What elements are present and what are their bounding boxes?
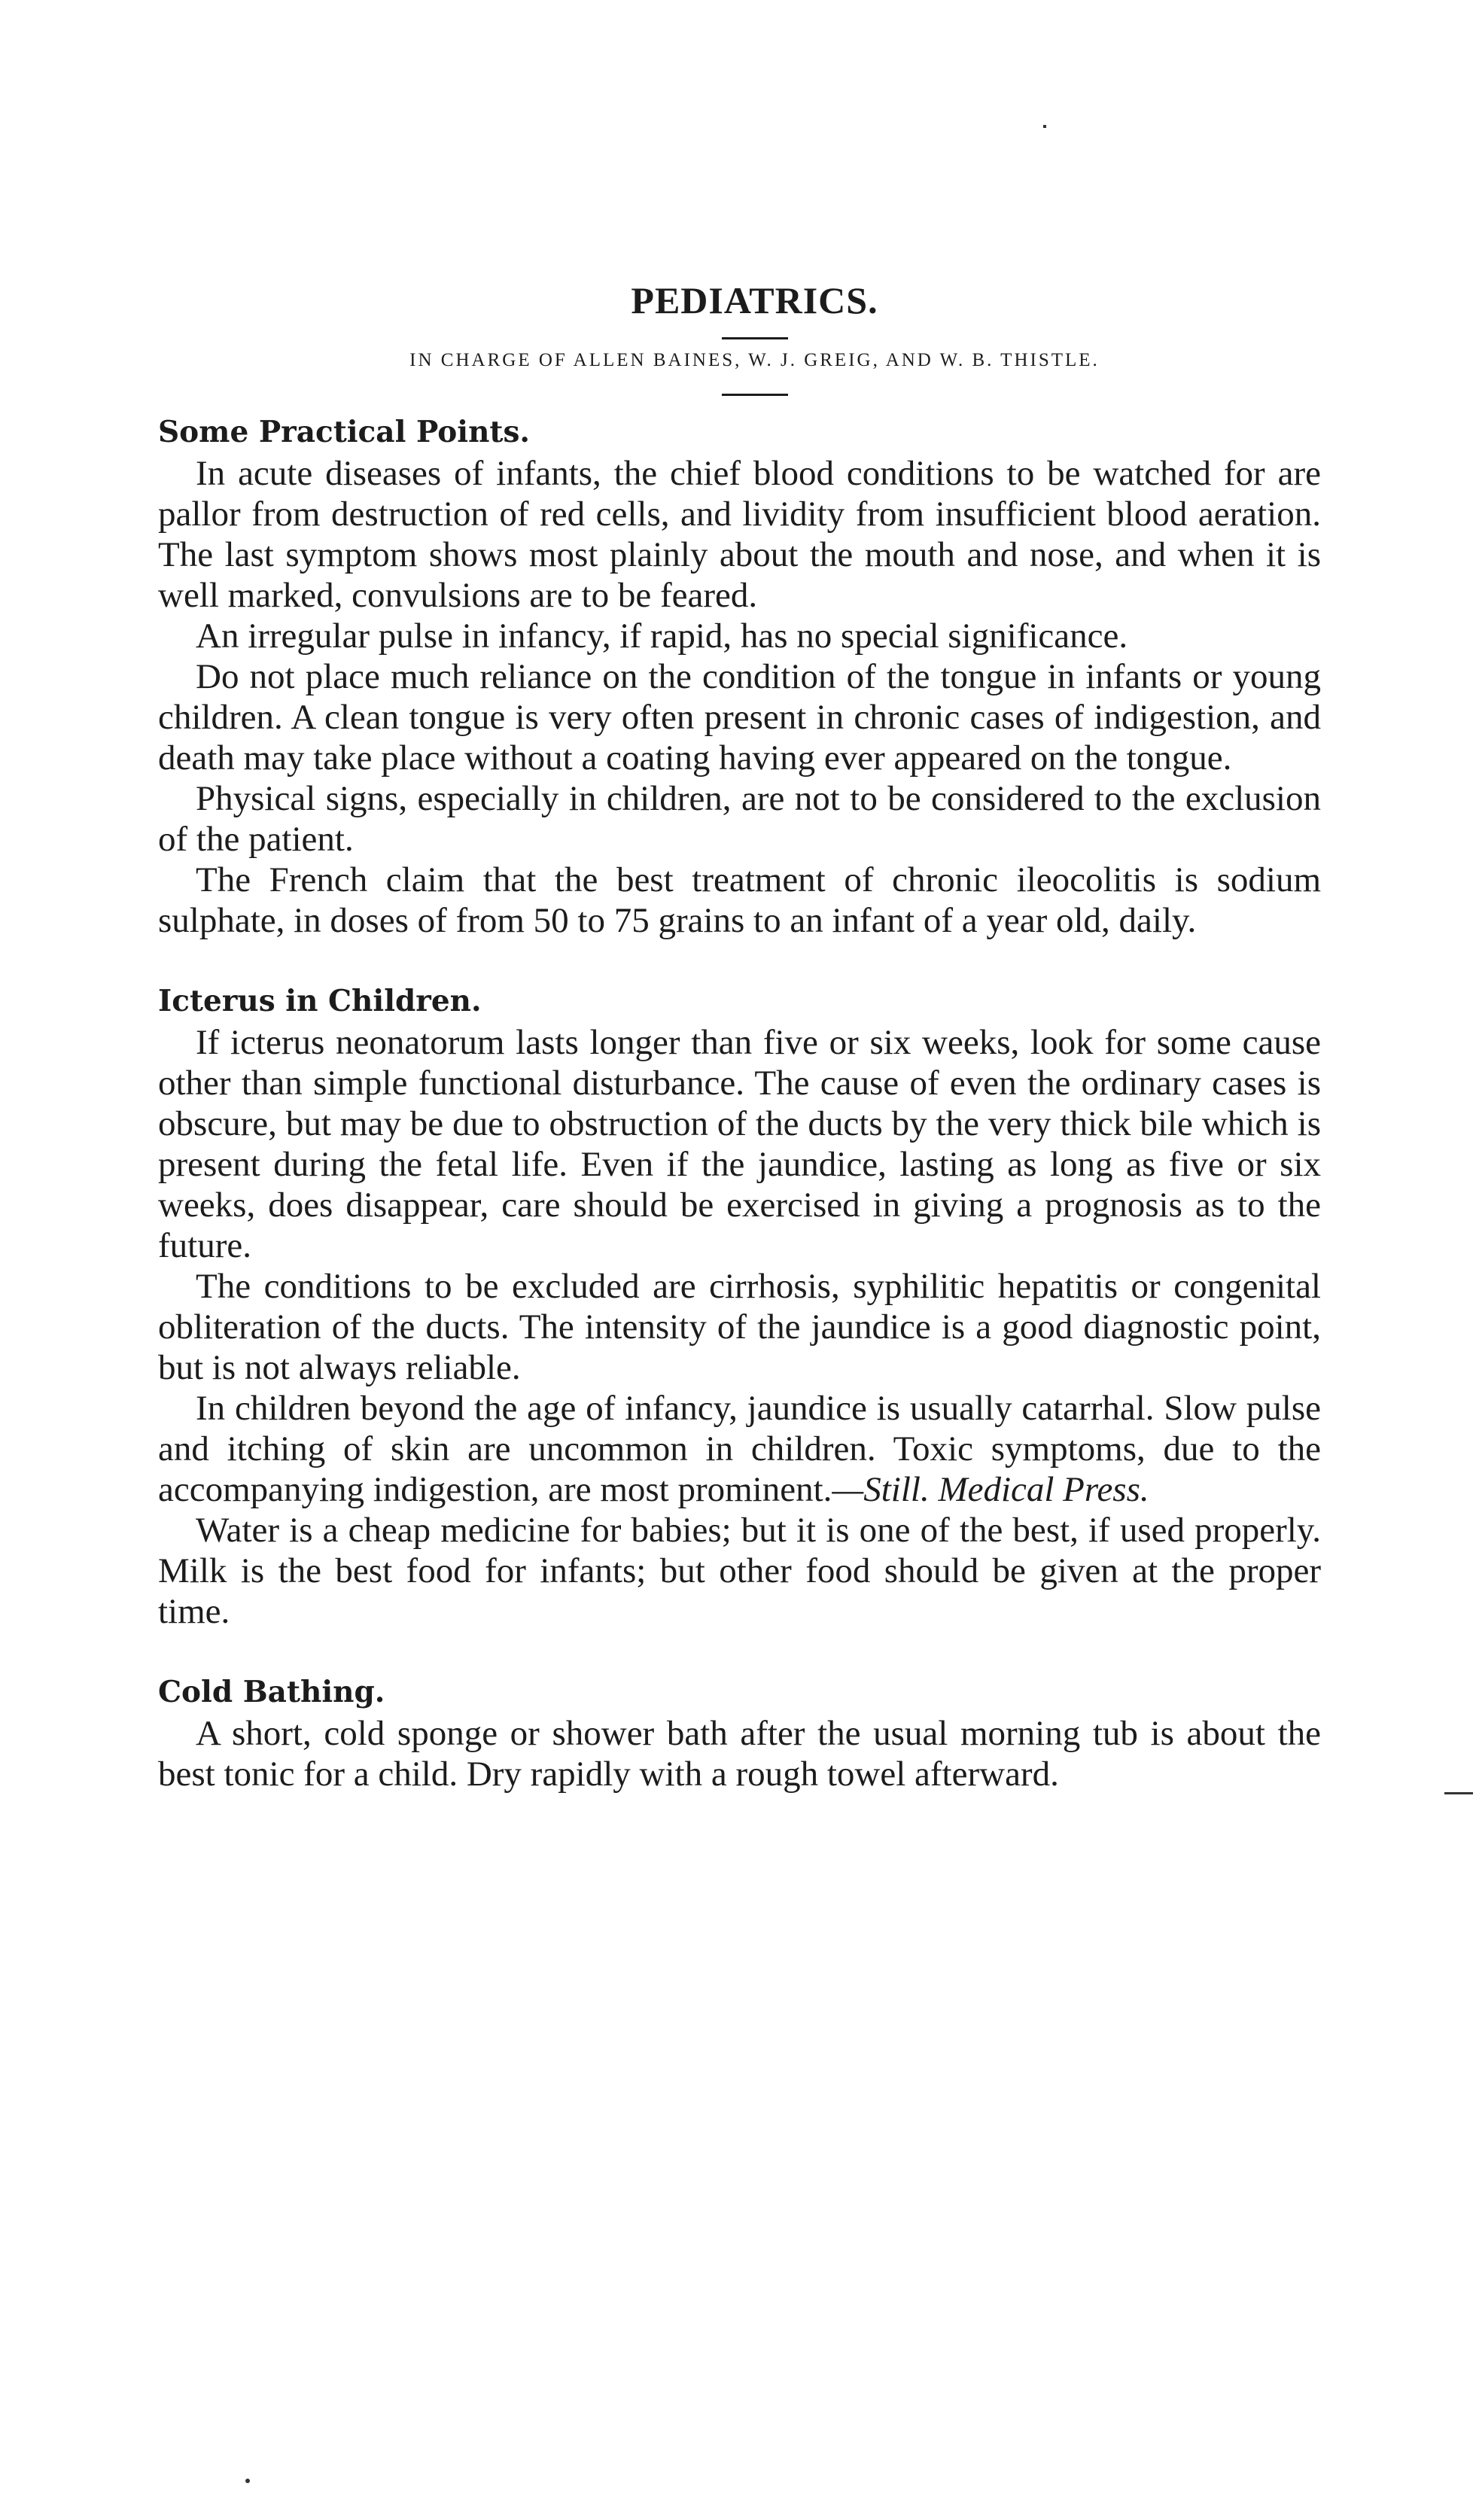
citation: —Still. Medical Press. (832, 1470, 1149, 1509)
paragraph: An irregular pulse in infancy, if rapid, has no special significance. (196, 616, 1128, 656)
paragraph: Water is a cheap medicine for babies; but it is one of the best, if used properly. Milk is the best food for infants; but other food should be given at the proper time. (158, 1511, 1321, 1631)
paragraph: Do not place much reliance on the condition of the tongue in infants or young children. A clean tongue is very often present in chronic cases of indigestion, and death may take place without a coating having ever appeared on the tongue. (158, 657, 1321, 778)
scan-speck (1043, 125, 1046, 128)
section-title-cold-bathing: Cold Bathing. (158, 1675, 385, 1709)
paragraph: The French claim that the best treatment of chronic ileocolitis is sodium sulphate, in doses of from 50 to 75 grains to an infant of a year old, daily. (158, 860, 1321, 940)
paragraph: In acute diseases of infants, the chief blood conditions to be watched for are pallor from destruction of red cells, and lividity from insufficient blood aeration. The last symptom shows most plainly about the mouth and nose, and when it is well marked, convulsions are to be feared. (158, 454, 1321, 615)
paragraph-with-citation (158, 1388, 1321, 1510)
scan-mark (1444, 1792, 1473, 1794)
editors-line: IN CHARGE OF ALLEN BAINES, W. J. GREIG, AND W. B. THISTLE. (409, 350, 1100, 370)
paragraph: The conditions to be excluded are cirrhosis, syphilitic hepatitis or congenital obliteration of the ducts. The intensity of the jaundice is a good diagnostic point, but is not always reliable. (158, 1267, 1321, 1387)
paragraph: If icterus neonatorum lasts longer than five or six weeks, look for some cause other than simple functional disturbance. The cause of even the ordinary cases is obscure, but may be due to obstruction of the ducts by the very thick bile which is present during the fetal life. Even if the jaundice, lasting as long as five or six weeks, does disappear, care should be exercised in giving a prognosis as to the future. (158, 1023, 1321, 1265)
section-title-icterus: Icterus in Children. (158, 984, 482, 1018)
section-title-practical-points: Some Practical Points. (158, 415, 530, 449)
paragraph: A short, cold sponge or shower bath after the usual morning tub is about the best tonic for a child. Dry rapidly with a rough towel afterward. (158, 1714, 1321, 1794)
editors-divider (722, 394, 788, 396)
title-divider (722, 337, 788, 339)
page-title: PEDIATRICS. (631, 279, 878, 321)
scan-speck (245, 2479, 250, 2483)
paragraph-text: In children beyond the age of infancy, jaundice is usually catarrhal. Slow pulse and itching of skin are uncommon in children. Toxic symptoms, due to the accompanying indigestion, are most prominent. (158, 1389, 1321, 1509)
paragraph: Physical signs, especially in children, are not to be considered to the exclusion of the patient. (158, 779, 1321, 859)
page (158, 278, 1321, 1794)
